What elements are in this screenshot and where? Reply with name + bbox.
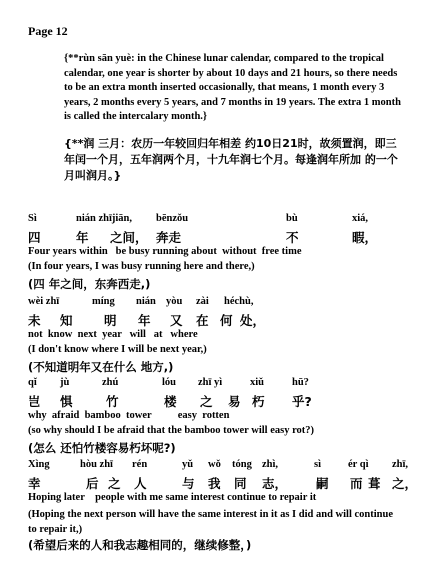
pinyin-word: zài	[196, 296, 209, 307]
verse-4-pinyin	[28, 459, 418, 474]
pinyin-word: bēnzǒu	[156, 213, 189, 224]
hanzi-char: 之，	[392, 476, 418, 491]
pinyin-word: hū?	[292, 377, 309, 388]
hanzi-char: 之间，	[110, 230, 148, 245]
pinyin-word: ér qì	[348, 459, 369, 470]
pinyin-word: tóng	[232, 459, 252, 470]
verse-4	[28, 459, 418, 555]
hanzi-char: 易	[228, 394, 241, 409]
hanzi-char: 未	[28, 313, 41, 328]
verse-2-gloss: (I don't know where I will be next year,)	[28, 344, 207, 355]
verse-1-gloss: (In four years, I was busy running here and there,)	[28, 261, 255, 272]
hanzi-char: 之	[200, 394, 213, 409]
pinyin-word: yòu	[166, 296, 183, 307]
verse-3-hanzi	[28, 392, 418, 410]
verse-3-gloss: (so why should I be afraid that the bamboo tower will easy rot?)	[28, 425, 315, 436]
page-number: Page 12	[28, 24, 68, 38]
hanzi-char: 知	[60, 313, 73, 328]
hanzi-char: 岂	[28, 394, 41, 409]
pinyin-word: xiǔ	[250, 377, 265, 388]
hanzi-char: 后	[86, 476, 99, 491]
pinyin-word: rén	[132, 459, 148, 470]
pinyin-word: Xìng	[28, 459, 50, 470]
verse-2-english: not know next year will at where	[28, 329, 198, 340]
hanzi-char: 同	[234, 476, 247, 491]
hanzi-char: 朽	[252, 394, 265, 409]
pinyin-word: míng	[92, 296, 115, 307]
pinyin-word: zhī yì	[198, 377, 223, 388]
pinyin-word: xiá,	[352, 213, 369, 224]
hanzi-char: 惧	[60, 394, 73, 409]
verse-1-pinyin	[28, 213, 418, 228]
verse-2-hanzi	[28, 311, 418, 329]
hanzi-char: 而	[350, 476, 363, 491]
hanzi-char: 暇，	[352, 230, 378, 245]
pinyin-word: nián zhījiān,	[76, 213, 133, 224]
hanzi-char: 人	[134, 476, 147, 491]
pinyin-word: jù	[60, 377, 70, 388]
hanzi-char: 不	[286, 230, 299, 245]
pinyin-word: hòu zhī	[80, 459, 113, 470]
verse-3	[28, 377, 418, 458]
hanzi-char: 年	[76, 230, 89, 245]
pinyin-word: zhì,	[262, 459, 279, 470]
intercalary-note-chinese: {**润 三月：农历一年较回归年相差 约10日21时，故须置润，即三年闰一个月，五年润两个月，十九年润七个月。每逢润年所加 的一个月叫润月。}	[64, 137, 398, 182]
pinyin-word: bù	[286, 213, 298, 224]
hanzi-char: 志，	[262, 476, 288, 491]
hanzi-char: 葺	[368, 476, 381, 491]
verse-3-english: why afraid bamboo tower easy rotten	[28, 410, 230, 421]
hanzi-char: 年	[138, 313, 151, 328]
verse-4-gloss: (Hoping the next person will have the same interest in it as I did and will continue to repair it,)	[28, 509, 393, 535]
pinyin-word: sì	[314, 459, 322, 470]
pinyin-word: héchù,	[224, 296, 254, 307]
pinyin-word: zhú	[102, 377, 119, 388]
hanzi-char: 楼	[164, 394, 177, 409]
verse-4-chinese-translation: (希望后来的人和我志趣相同的，继续修整，)	[28, 538, 252, 552]
verse-1-chinese-translation: (四 年之间，东奔西走,)	[28, 277, 151, 291]
hanzi-char: 奔走	[156, 230, 182, 245]
pinyin-word: nián	[136, 296, 156, 307]
hanzi-char: 明	[104, 313, 117, 328]
hanzi-char: 与	[182, 476, 195, 491]
hanzi-char: 我	[208, 476, 221, 491]
pinyin-word: wèi zhī	[28, 296, 60, 307]
hanzi-char: 之	[108, 476, 121, 491]
hanzi-char: 嗣	[316, 476, 329, 491]
verse-3-chinese-translation: (怎么 还怕竹楼容易朽坏呢?)	[28, 441, 176, 455]
pinyin-word: lóu	[162, 377, 177, 388]
verse-2-pinyin	[28, 296, 418, 311]
hanzi-char: 何	[220, 313, 233, 328]
hanzi-char: 幸	[28, 476, 41, 491]
hanzi-char: 又	[170, 313, 183, 328]
verse-1-english: Four years within be busy running about without free time	[28, 246, 302, 257]
pinyin-word: yǔ	[182, 459, 194, 470]
intercalary-note-english: {**rùn sān yuè: in the Chinese lunar calendar, compared to the tropical calendar, one year is shorter by about 10 days and 21 hours, so there needs to be an extra month inserted occasionally, that means, 1 month every 3 years, 2 months every 5 years, and 7 months in 19 years. The extra 1 month is called the intercalary month.}	[64, 53, 401, 122]
pinyin-word: Sì	[28, 213, 37, 224]
verse-1	[28, 213, 418, 294]
pinyin-word: wǒ	[208, 459, 221, 470]
verse-4-english: Hoping later people with me same interest continue to repair it	[28, 492, 317, 503]
pinyin-word: zhī,	[392, 459, 409, 470]
hanzi-char: 四	[28, 230, 41, 245]
hanzi-char: 处，	[240, 313, 266, 328]
hanzi-char: 竹	[106, 394, 119, 409]
verse-2	[28, 296, 418, 377]
verse-3-pinyin	[28, 377, 418, 392]
verse-2-chinese-translation: (不知道明年又在什么 地方,)	[28, 360, 174, 374]
hanzi-char: 乎?	[292, 394, 312, 409]
pinyin-word: qǐ	[28, 377, 37, 388]
hanzi-char: 在	[196, 313, 209, 328]
verse-1-hanzi	[28, 228, 418, 246]
verse-4-hanzi	[28, 474, 418, 492]
